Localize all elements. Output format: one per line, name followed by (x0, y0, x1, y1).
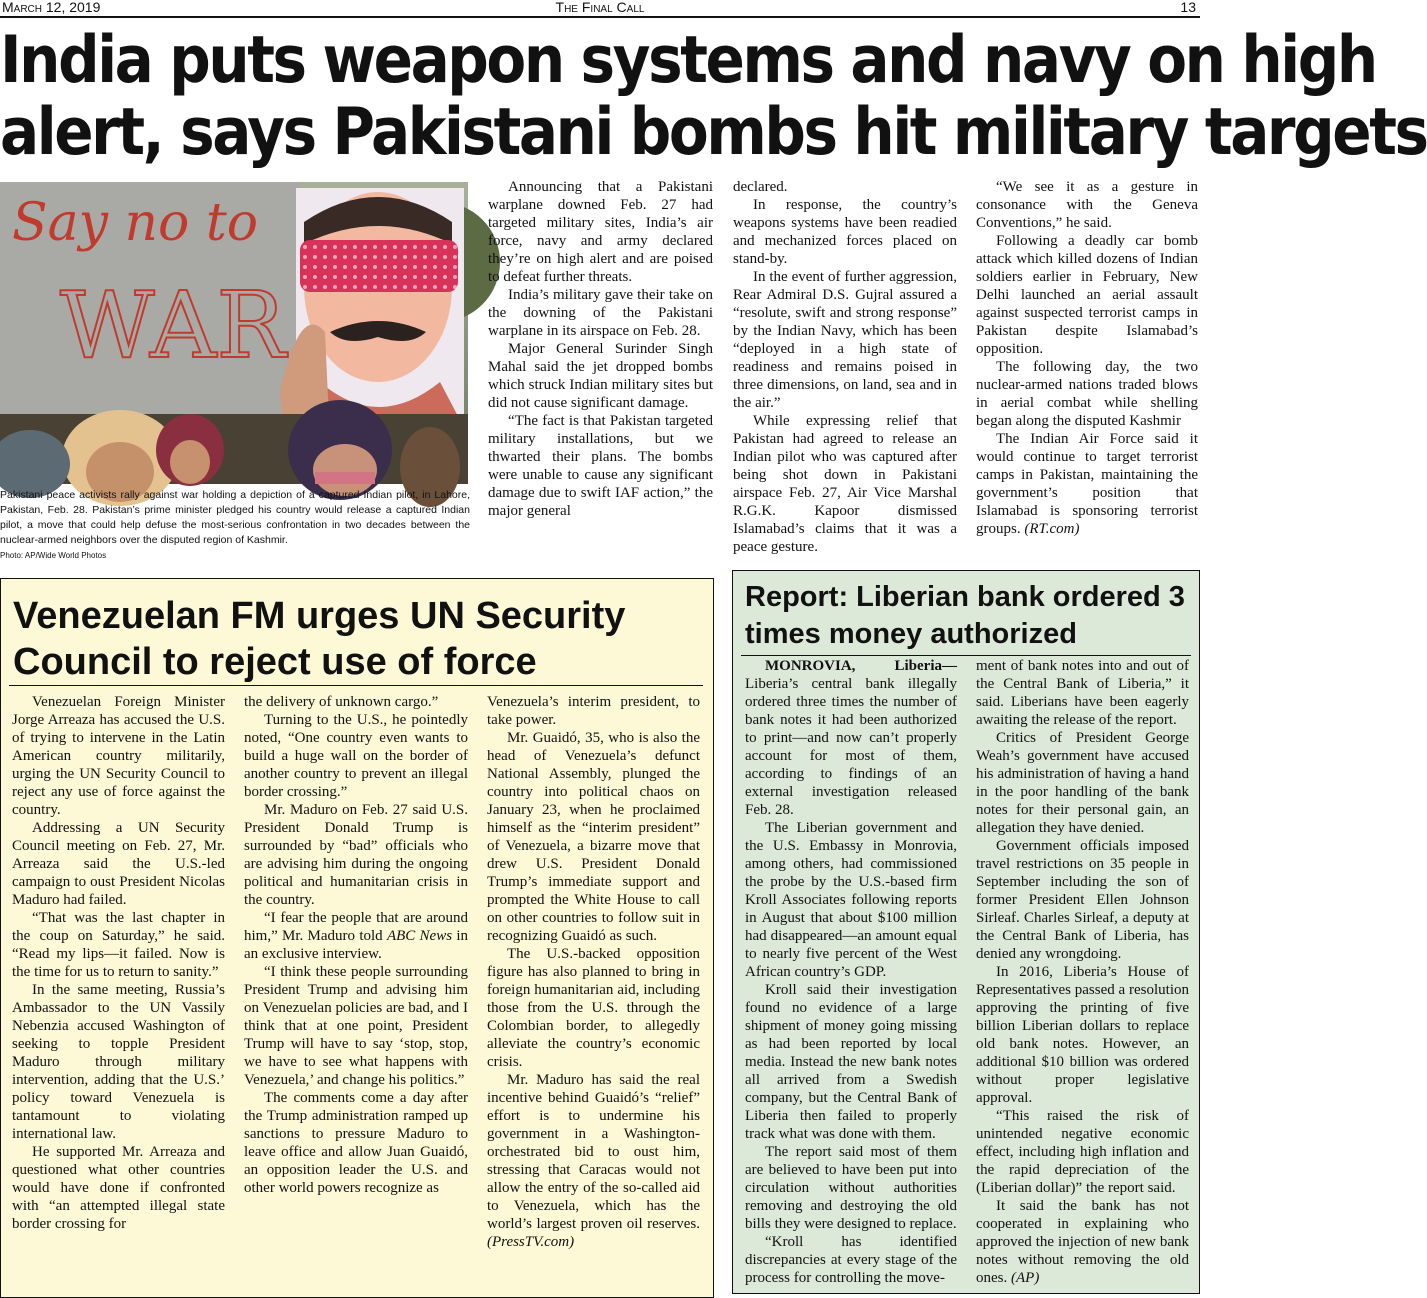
venezuela-column-2 (244, 693, 468, 1197)
liberia-col1-para: The report said most of them are believed to have been put into circulation without authorities removing and destroying the old bills they were designed to replace. (745, 1144, 957, 1232)
liberia-col2-para: Government officials imposed travel restrictions on 35 people in September including the son of former President Ellen Johnson Sirleaf. Charles Sirleaf, a deputy at the Central Bank of Liberia, has denied any wrongdoing. (976, 838, 1189, 962)
venezuela-col2-para: “I think these people surrounding President Trump and advising him on Venezuelan policies are bad, and I think that at one point, President Trump will have to say ‘stop, stop, we have to see what happens with Venezuela,’ and change his politics.” (244, 964, 468, 1088)
venezuela-col1-para: “That was the last chapter in the coup on Saturday,” he said. “Read my lips—it failed. Now is the time for us to return to sanity.” (12, 910, 225, 980)
liberia-col1-para: Kroll said their investigation found no evidence of a large shipment of money going missing as had been reported by local media. Instead the new bank notes all arrived from a Swedish company, but the Central Bank of Liberia then failed to properly track what was done with them. (745, 982, 957, 1142)
venezuela-col1-para: Addressing a UN Security Council meeting on Feb. 27, Mr. Arreaza said the U.S.-led campaign to oust President Nicolas Maduro had failed. (12, 820, 225, 908)
venezuela-quote-b: in an exclusive interview. (244, 928, 469, 962)
headline-line-1: India puts weapon systems and navy on high (0, 21, 1376, 98)
india-col1-para: Major General Surinder Singh Mahal said the jet dropped bombs which struck Indian military sites but did not cause significant damage. (488, 341, 713, 411)
venezuela-col2-para: The comments come a day after the Trump administration ramped up sanctions to pressure Maduro to leave office and allow Juan Guaidó, an opposition leader the U.S. and other world powers recognize as (244, 1090, 468, 1196)
liberia-col1-para: “Kroll has identified discrepancies at every stage of the process for controlling the move- (745, 1234, 957, 1286)
venezuela-headline: Venezuelan FM urges UN Security Council to reject use of force (13, 595, 626, 683)
venezuela-column-3 (487, 693, 700, 1251)
venezuela-col1-para: In the same meeting, Russia’s Ambassador to the UN Vassily Nebenzia accused Washington of seeking to topple President Maduro through military intervention, adding that the U.S.’ policy toward Venezuela is tantamount to violating international law. (12, 982, 225, 1142)
venezuela-quote-a: “I fear the people that are around him,” Mr. Maduro told (244, 910, 468, 944)
india-col3-para: Following a deadly car bomb attack which killed dozens of Indian soldiers earlier in February, New Delhi launched an aerial assault against suspected terrorist camps in Pakistan despite Islamabad’s opposition. (976, 233, 1198, 357)
liberia-article-box (732, 570, 1200, 1294)
sign-text-war: WAR (60, 272, 286, 379)
page-number: 13 (1180, 0, 1196, 15)
newspaper-name: The Final Call (555, 0, 645, 15)
venezuela-col3-last-text: Mr. Maduro has said the real incentive behind Guaidó’s “relief” effort is to undermine his government in a Washington-orchestrated bid to oust him, stressing that Caracas would not allow the entry of the so-called aid to Venezuela, which has the world’s largest proven oil reserves. (487, 1072, 700, 1232)
venezuela-col3-para: Mr. Guaidó, 35, who is also the head of Venezuela’s defunct National Assembly, plunged the country into political chaos on January 23, when he proclaimed himself as the “interim president” of Venezuela, a bizarre move that drew U.S. President Donald Trump’s immediate support and prompted the White House to call on other countries to follow suit in recognizing Guaidó as such. (487, 730, 700, 944)
india-col1-para: Announcing that a Pakistani warplane downed Feb. 27 had targeted military sites, India’s air force, navy and army declared they’re on high alert and are poised to defeat further threats. (488, 179, 713, 285)
liberia-column-1 (745, 657, 957, 1287)
liberia-source: (AP) (1011, 1270, 1040, 1286)
liberia-col2-para: Critics of President George Weah’s government have accused his administration of having a hand in the poor handling of the bank notes for their personal gain, an allegation they have denied. (976, 730, 1189, 836)
venezuela-col2-para: Mr. Maduro on Feb. 27 said U.S. President Donald Trump is surrounded by “bad” officials who are advising him during the ongoing political and humanitarian crisis in the country. (244, 802, 468, 908)
venezuela-column-1 (12, 693, 225, 1233)
protest-photo-illustration (0, 182, 468, 484)
india-col3-para: “We see it as a gesture in consonance with the Geneva Conventions,” he said. (976, 179, 1198, 231)
venezuela-col2-para: the delivery of unknown cargo.” (244, 694, 439, 710)
india-col2-para: While expressing relief that Pakistan had agreed to release an Indian pilot who was captured after being shot down in Pakistani airspace Feb. 27, Air Vice Marshal R.G.K. Kapoor dismissed Islamabad’s claims that it was a peace gesture. (733, 413, 957, 555)
india-col2-para: In response, the country’s weapons systems have been readied and mechanized forces placed on stand-by. (733, 197, 957, 267)
headline-line-2: alert, says Pakistani bombs hit military targets (0, 93, 1427, 170)
venezuela-col3-para (487, 1071, 700, 1251)
protest-photo (0, 182, 468, 484)
india-col3-para (976, 430, 1198, 538)
venezuela-title-rule (9, 685, 703, 686)
abc-news-name: ABC News (386, 928, 453, 944)
liberia-col2-para: “This raised the risk of unintended negative economic effect, including high inflation and the rapid depreciation of the (Liberian dollar)” the report said. (976, 1108, 1189, 1196)
india-col1-para: “The fact is that Pakistan targeted military installations, but we thwarted their plans. The bombs were unable to cause any significant damage due to swift IAF action,” the major general (488, 413, 713, 519)
venezuela-article-box (0, 578, 714, 1298)
india-source: (RT.com) (1024, 521, 1080, 537)
photo-caption: Pakistani peace activists rally against war holding a depiction of a captured Indian pilot, in Lahore, Pakistan, Feb. 28. Pakistan’s prime minister pledged his country would release a captured Indian pilot, a move that could help defuse the most-serious confrontation in two decades between the nuclear-armed neighbors over the disputed region of Kashmir. (0, 489, 470, 546)
photo-credit: Photo: AP/Wide World Photos (0, 551, 107, 560)
venezuela-col2-para (244, 909, 468, 963)
liberia-col2-last-text: It said the bank has not cooperated in explaining who approved the injection of new bank notes without removing the old ones. (976, 1198, 1189, 1286)
issue-date: March 12, 2019 (2, 0, 101, 15)
venezuela-col1-para: Venezuelan Foreign Minister Jorge Arreaza has accused the U.S. of trying to intervene in the Latin American country militarily, urging the UN Security Council to reject any use of force against the country. (12, 694, 225, 818)
main-headline (0, 21, 1427, 170)
india-col3-last-text: The Indian Air Force said it would continue to target terrorist camps in Pakistan, maintaining the government’s position that Islamabad is sponsoring terrorist groups. (976, 431, 1198, 537)
india-col1-para: India’s military gave their take on the downing of the Pakistani warplane in its airspace on Feb. 28. (488, 287, 713, 339)
india-article-column-1 (488, 178, 713, 520)
india-col2-para: declared. (733, 179, 788, 195)
india-article-column-3 (976, 178, 1198, 538)
india-article-column-2 (733, 178, 957, 556)
venezuela-source: (PressTV.com) (487, 1234, 575, 1250)
liberia-column-2 (976, 657, 1189, 1287)
liberia-col2-para: ment of bank notes into and out of the Central Bank of Liberia,” it said. Liberians have been eagerly awaiting the release of the report. (976, 658, 1189, 728)
india-col2-para: In the event of further aggression, Rear Admiral D.S. Gujral assured a “resolute, swift and strong response” by the Indian Navy, which has been “deployed in a high state of readiness and remains poised in three dimensions, on land, sea and in the air.” (733, 269, 957, 411)
liberia-col2-para (976, 1197, 1189, 1287)
liberia-lead-para (745, 657, 957, 819)
sign-text-say-no-to: Say no to (12, 193, 259, 253)
liberia-lead-text: Liberia’s central bank illegally ordered three times the number of bank notes it had been authorized to print—and now can’t properly account for most of them, according to findings of an external investigation released Feb. 28. (745, 676, 957, 818)
venezuela-col3-para: The U.S.-backed opposition figure has also planned to bring in foreign humanitarian aid, including those from the U.S. through the Colombian border, to allegedly alleviate the country’s economic crisis. (487, 946, 700, 1070)
liberia-col1-para: The Liberian government and the U.S. Embassy in Monrovia, among others, had commissioned the probe by the U.S.-based firm Kroll Associates following reports in August that about $100 million had disappeared—an amount equal to nearly five percent of the West African country’s GDP. (745, 820, 957, 980)
liberia-col2-para: In 2016, Liberia’s House of Representatives passed a resolution approving the printing of five billion Liberian dollars to replace old bank notes. However, an additional $10 billion was ordered without proper legislative approval. (976, 964, 1189, 1106)
liberia-title-rule (741, 655, 1191, 656)
liberia-headline: Report: Liberian bank ordered 3 times money authorized (745, 581, 1185, 650)
page-header (0, 0, 1200, 18)
venezuela-col1-para: He supported Mr. Arreaza and questioned what other countries would have done if confronted with “an attempted illegal state border crossing for (12, 1144, 225, 1232)
venezuela-col3-para: Venezuela’s interim president, to take power. (487, 694, 700, 728)
venezuela-col2-para: Turning to the U.S., he pointedly noted, “One country even wants to build a huge wall on the border of another country to prevent an illegal border crossing.” (244, 712, 468, 800)
liberia-dateline: MONROVIA, Liberia— (765, 658, 957, 674)
india-col3-para: The following day, the two nuclear-armed nations traded blows in aerial combat while shelling began along the disputed Kashmir (976, 359, 1198, 429)
